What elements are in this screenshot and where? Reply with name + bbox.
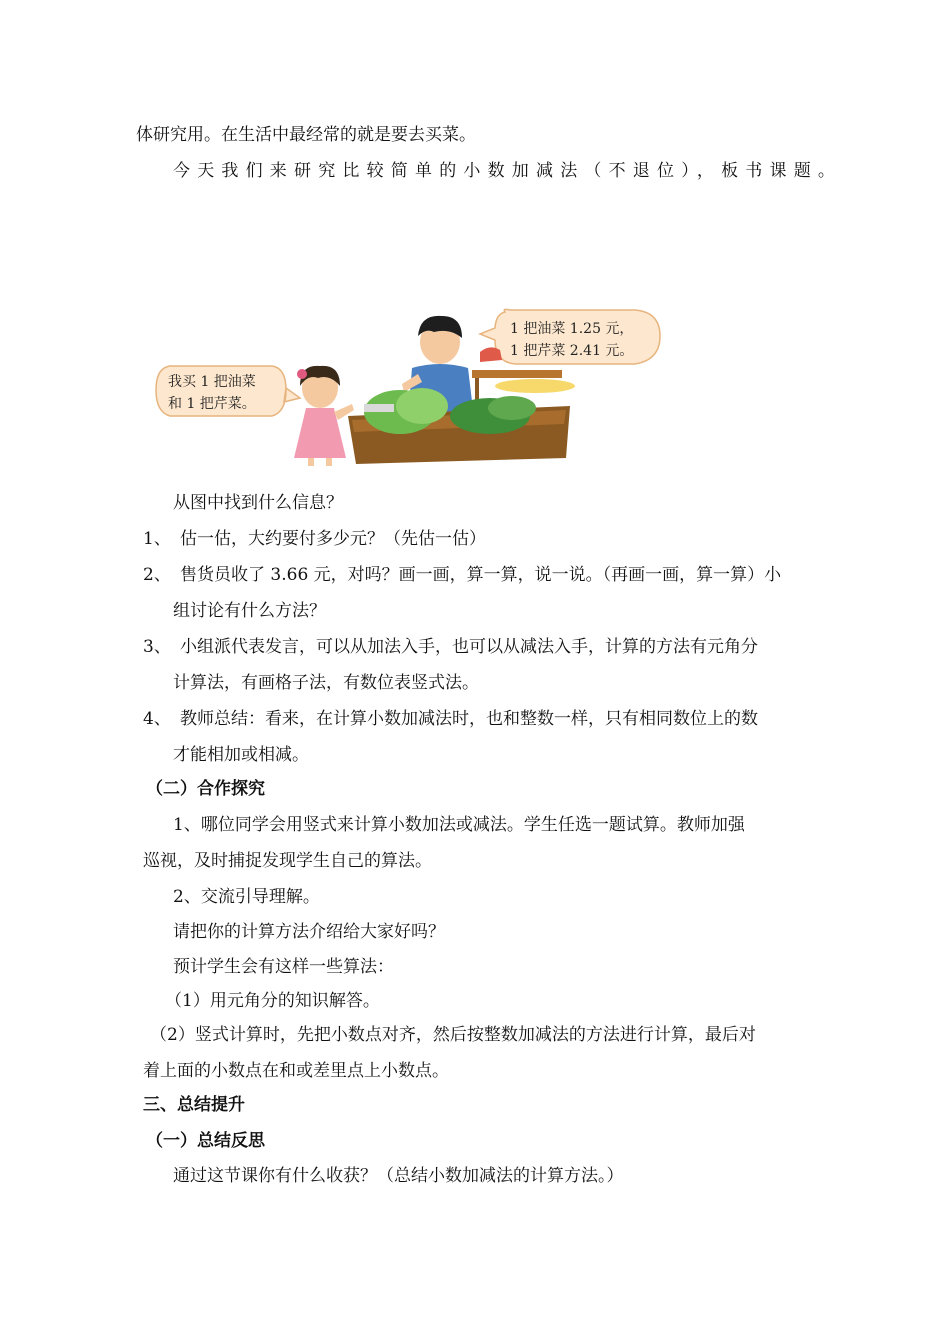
girl-speech-bubble [156,366,300,416]
coop-expect-line: 预计学生会有这样一些算法： [173,957,394,977]
section-heading-coop: （二）合作探究 [146,779,265,799]
girl-bubble-line-1: 我买 1 把油菜 [168,374,256,390]
step-2-text: 售货员收了 3.66 元，对吗？画一画，算一算，说一说。（再画一画，算一算）小 [180,565,782,585]
boy-bubble-line-2: 1 把芹菜 2.41 元。 [510,343,634,359]
step-4-number: 4、 [143,709,171,729]
step-3-text: 小组派代表发言，可以从加法入手，也可以从减法入手，计算的方法有元角分 [180,637,758,657]
intro-line-1: 体研究用。在生活中最经常的就是要去买菜。 [136,125,476,145]
step-1-number: 1、 [143,529,171,549]
step-2-text-cont: 组讨论有什么方法？ [173,601,326,621]
question-line: 从图中找到什么信息？ [173,493,343,513]
coop-2-line: 2、交流引导理解。 [173,887,320,907]
coop-1-line-2: 巡视，及时捕捉发现学生自己的算法。 [143,851,432,871]
girl-figure [294,366,354,466]
boy-speech-bubble [480,309,660,364]
subsection-heading-reflect: （一）总结反思 [146,1131,265,1151]
girl-bubble-line-2: 和 1 把芹菜。 [168,396,256,412]
method-2-line-1: （2）竖式计算时，先把小数点对齐，然后按整数加减法的方法进行计算，最后对 [150,1025,756,1045]
coop-ask-line: 请把你的计算方法介绍给大家好吗？ [173,922,445,942]
step-4-text-cont: 才能相加或相减。 [173,745,309,765]
coop-1-line-1: 1、哪位同学会用竖式来计算小数加法或减法。学生任选一题试算。教师加强 [173,815,745,835]
step-3-text-cont: 计算法，有画格子法，有数位表竖式法。 [173,673,479,693]
method-2-line-2: 着上面的小数点在和或差里点上小数点。 [143,1061,449,1081]
step-4-text: 教师总结：看来，在计算小数加减法时，也和整数一样，只有相同数位上的数 [180,709,758,729]
step-2-number: 2、 [143,565,171,585]
reflect-question-line: 通过这节课你有什么收获？（总结小数加减法的计算方法。） [173,1166,624,1186]
section-heading-summary: 三、总结提升 [143,1095,245,1115]
vegetable-stall-illustration [150,308,670,468]
step-1-text: 估一估，大约要付多少元？（先估一估） [180,529,486,549]
method-1-line: （1）用元角分的知识解答。 [165,991,380,1011]
step-3-number: 3、 [143,637,171,657]
boy-bubble-line-1: 1 把油菜 1.25 元， [510,321,634,337]
intro-line-2: 今天我们来研究比较简单的小数加减法（不退位），板书课题。 [173,161,843,181]
